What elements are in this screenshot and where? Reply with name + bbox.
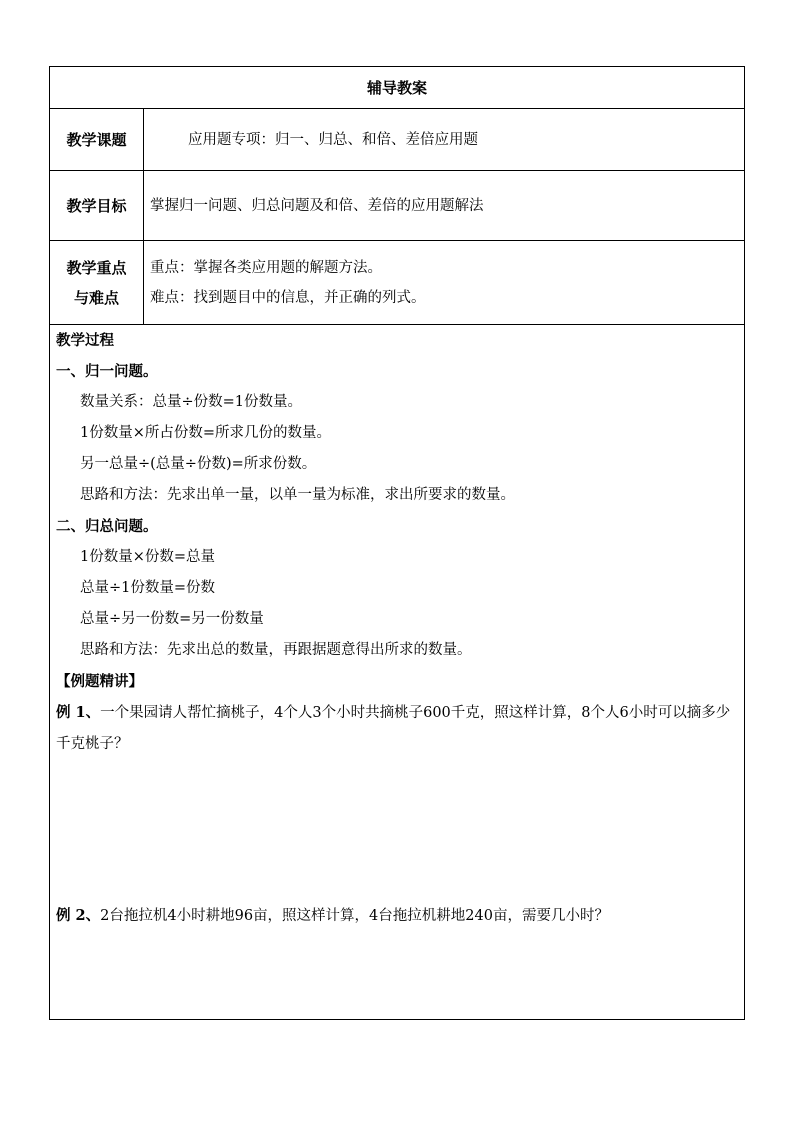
row-key-points bbox=[50, 241, 744, 325]
topic-text: 应用题专项：归一、归总、和倍、差倍应用题 bbox=[188, 131, 478, 148]
section1-line: 1份数量×所占份数=所求几份的数量。 bbox=[80, 425, 332, 441]
section2-line: 1份数量×份数=总量 bbox=[80, 549, 216, 565]
process-heading: 教学过程 bbox=[56, 332, 114, 349]
example-1-prefix: 例 1、 bbox=[56, 704, 101, 721]
section2-line: 总量÷1份数量=份数 bbox=[80, 580, 216, 596]
lesson-plan-table bbox=[49, 66, 745, 1020]
section2-line: 总量÷另一份数=另一份数量 bbox=[80, 611, 264, 627]
example-2-text: 2台拖拉机4小时耕地96亩，照这样计算，4台拖拉机耕地240亩，需要几小时？ bbox=[100, 908, 609, 924]
objective-text: 掌握归一问题、归总问题及和倍、差倍的应用题解法 bbox=[150, 197, 484, 214]
row-topic bbox=[50, 109, 744, 171]
difficulty-text: 难点：找到题目中的信息，并正确的列式。 bbox=[150, 290, 426, 306]
section2-line: 思路和方法：先求出总的数量，再跟据题意得出所求的数量。 bbox=[80, 642, 472, 658]
row-objective bbox=[50, 171, 744, 241]
teaching-process bbox=[56, 325, 738, 932]
label-key-points bbox=[50, 241, 144, 324]
example-1-text: 一个果园请人帮忙摘桃子，4个人3个小时共摘桃子600千克，照这样计算，8个人6小时可以摘多少千克桃子？ bbox=[56, 705, 731, 752]
section1-line: 数量关系：总量÷份数=1份数量。 bbox=[80, 394, 303, 410]
label-key-points-line1: 教学重点 bbox=[66, 258, 127, 277]
section2-title: 二、归总问题。 bbox=[56, 518, 158, 535]
content-objective bbox=[150, 171, 738, 240]
label-objective: 教学目标 bbox=[50, 171, 144, 240]
example-2 bbox=[56, 900, 738, 932]
table-title bbox=[50, 67, 744, 109]
label-key-points-line2: 与难点 bbox=[73, 288, 119, 307]
content-key-points bbox=[150, 241, 738, 324]
content-topic bbox=[150, 109, 738, 170]
example-1 bbox=[56, 697, 738, 760]
example-2-prefix: 例 2、 bbox=[56, 907, 101, 924]
label-topic: 教学课题 bbox=[50, 109, 144, 170]
section1-line: 另一总量÷(总量÷份数)=所求份数。 bbox=[80, 456, 317, 472]
section1-title: 一、归一问题。 bbox=[56, 363, 158, 380]
page-title: 辅导教案 bbox=[366, 79, 427, 97]
section1-line: 思路和方法：先求出单一量，以单一量为标准，求出所要求的数量。 bbox=[80, 487, 515, 503]
key-point-text: 重点：掌握各类应用题的解题方法。 bbox=[150, 260, 382, 276]
examples-heading: 【例题精讲】 bbox=[56, 673, 143, 690]
